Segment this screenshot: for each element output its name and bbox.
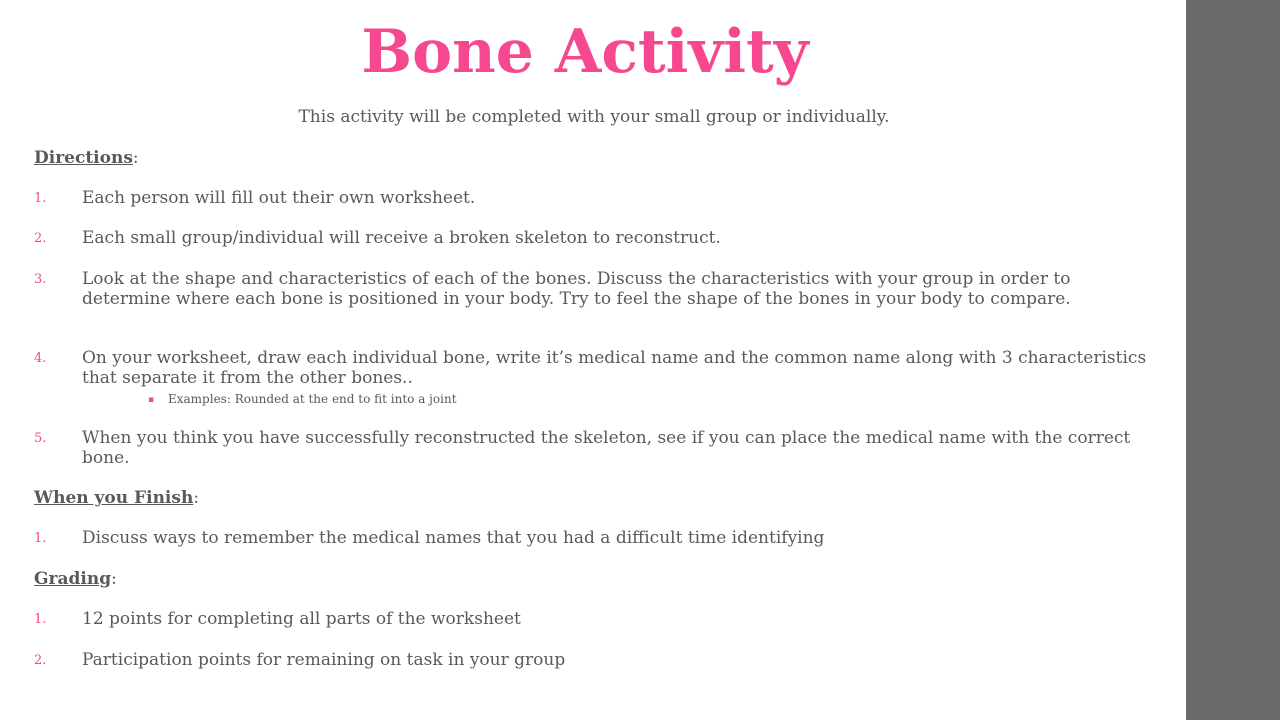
grading-heading: Grading: xyxy=(34,569,117,589)
directions-heading: Directions: xyxy=(34,148,139,168)
list-number: 2. xyxy=(34,653,47,668)
list-item-text: Discuss ways to remember the medical names that you had a difficult time identifying xyxy=(82,528,825,548)
list-number: 1. xyxy=(34,612,47,627)
list-item-text: Look at the shape and characteristics of each of the bones. Discuss the characteristics with your group in order to determine where each bone is positioned in your body. Try to feel the shape of the bones in your body to compare. xyxy=(82,269,1071,309)
finish-heading-label: When you Finish xyxy=(34,488,194,508)
grading-heading-label: Grading xyxy=(34,569,112,589)
grading-item-2 xyxy=(34,650,1154,670)
direction-item-5 xyxy=(34,428,1154,468)
bullet-icon: ▪ xyxy=(148,395,155,405)
list-item-text: On your worksheet, draw each individual bone, write it’s medical name and the common name along with 3 characteristics that separate it from the other bones.. xyxy=(82,348,1147,388)
grading-item-1 xyxy=(34,609,1154,629)
example-sub-bullet xyxy=(148,391,457,408)
list-item-text: When you think you have successfully reconstructed the skeleton, see if you can place the medical name with the correct bone. xyxy=(82,428,1131,468)
direction-item-3 xyxy=(34,269,1154,309)
list-number: 4. xyxy=(34,351,47,366)
direction-item-4 xyxy=(34,348,1154,388)
list-item-text: Participation points for remaining on task in your group xyxy=(82,650,566,670)
direction-item-2 xyxy=(34,228,1154,248)
list-number: 1. xyxy=(34,531,47,546)
list-number: 1. xyxy=(34,191,47,206)
slide-title: Bone Activity xyxy=(361,17,809,87)
list-item-text: 12 points for completing all parts of the worksheet xyxy=(82,609,521,629)
direction-item-1 xyxy=(34,188,1154,208)
finish-item-1 xyxy=(34,528,1154,548)
right-sidebar-band xyxy=(1186,0,1280,720)
list-number: 5. xyxy=(34,431,47,446)
list-number: 2. xyxy=(34,231,47,246)
finish-heading: When you Finish: xyxy=(34,488,200,508)
list-item-text: Each person will fill out their own worksheet. xyxy=(82,188,476,208)
intro-text: This activity will be completed with your small group or individually. xyxy=(298,107,890,127)
directions-heading-label: Directions xyxy=(34,148,133,168)
sub-bullet-text: Examples: Rounded at the end to fit into a joint xyxy=(168,392,457,406)
list-item-text: Each small group/individual will receive a broken skeleton to reconstruct. xyxy=(82,228,721,248)
list-number: 3. xyxy=(34,272,47,287)
